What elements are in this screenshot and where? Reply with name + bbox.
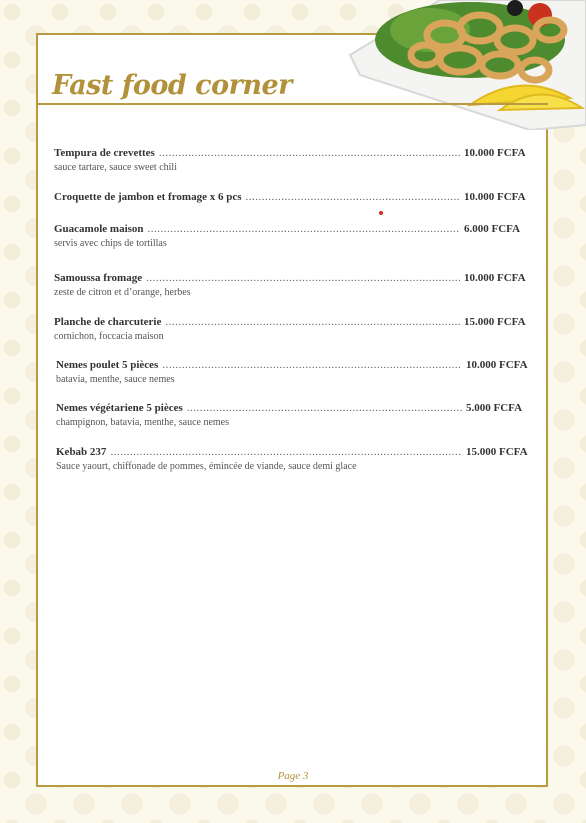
dot-leader — [162, 359, 462, 372]
menu-item — [56, 359, 536, 386]
item-price: 6.000 FCFA — [464, 223, 521, 235]
dot-leader — [148, 223, 460, 236]
item-price: 15.000 FCFA — [466, 446, 528, 458]
item-name: Guacamole maison — [54, 223, 144, 235]
item-price: 10.000 FCFA — [464, 191, 526, 203]
item-name: Croquette de jambon et fromage x 6 pcs — [54, 191, 242, 203]
item-name: Tempura de crevettes — [54, 147, 155, 159]
item-price: 10.000 FCFA — [464, 147, 526, 159]
item-price: 5.000 FCFA — [466, 402, 523, 414]
menu-item — [54, 316, 534, 343]
calamari-plate-image — [320, 0, 586, 130]
dot-leader — [110, 446, 462, 459]
item-description: Sauce yaourt, chiffonade de pommes, émincée de viande, sauce demi glace — [56, 461, 357, 472]
item-name: Kebab 237 — [56, 446, 107, 458]
dot-leader — [187, 402, 462, 415]
menu-item — [54, 223, 534, 250]
item-description: servis avec chips de tortillas — [54, 238, 167, 249]
item-price: 10.000 FCFA — [466, 359, 528, 371]
item-description: sauce tartare, sauce sweet chili — [54, 162, 177, 173]
menu-item — [56, 402, 536, 429]
item-price: 15.000 FCFA — [464, 316, 526, 328]
item-name: Nemes poulet 5 pièces — [56, 359, 159, 371]
menu-item — [54, 191, 534, 204]
dot-leader — [146, 272, 460, 285]
red-dot-mark — [379, 211, 383, 215]
menu-title: Fast food corner — [52, 70, 292, 101]
item-name: Planche de charcuterie — [54, 316, 162, 328]
item-description: zeste de citron et d’orange, herbes — [54, 287, 191, 298]
dot-leader — [245, 191, 460, 204]
menu-item — [54, 272, 534, 299]
item-name: Nemes végétariene 5 pièces — [56, 402, 183, 414]
item-description: cornichon, foccacia maison — [54, 331, 164, 342]
menu-item — [54, 147, 534, 174]
title-divider — [36, 103, 548, 105]
menu-item — [56, 446, 536, 473]
item-description: champignon, batavia, menthe, sauce nemes — [56, 417, 229, 428]
item-description: batavia, menthe, sauce nemes — [56, 374, 175, 385]
dot-leader — [159, 147, 460, 160]
item-price: 10.000 FCFA — [464, 272, 526, 284]
item-name: Samoussa fromage — [54, 272, 143, 284]
page-number: Page 3 — [277, 770, 309, 782]
dot-leader — [165, 316, 460, 329]
